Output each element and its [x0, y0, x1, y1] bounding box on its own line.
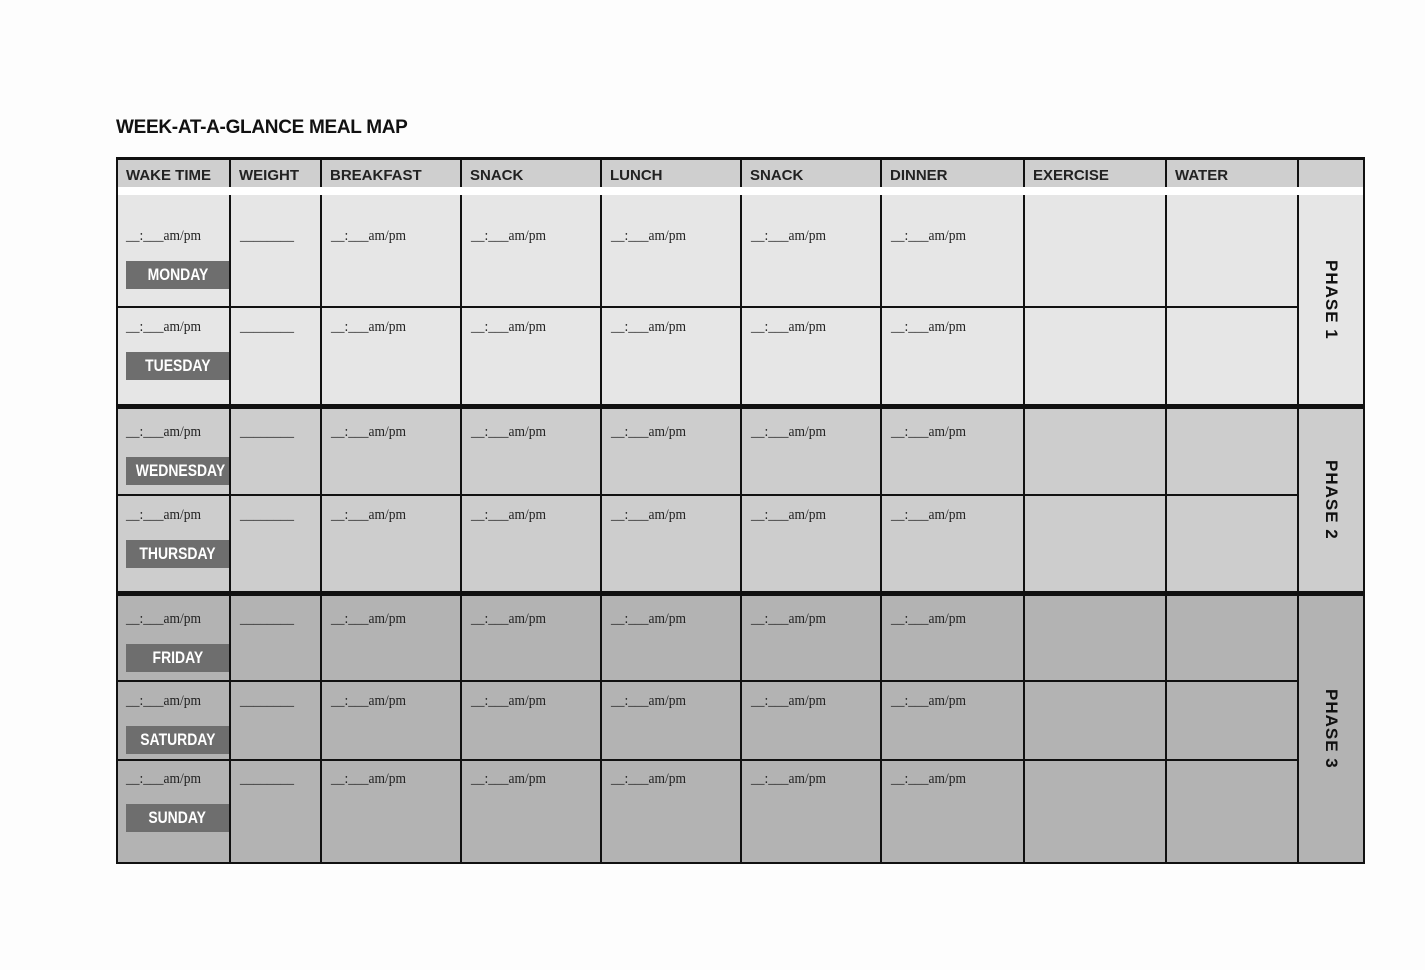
cell-breakfast[interactable] — [322, 308, 460, 404]
cell-snack[interactable] — [462, 308, 600, 404]
time-blank[interactable]: __:___am/pm — [331, 693, 406, 709]
cell-exercise[interactable] — [1025, 596, 1165, 680]
phase-label-2 — [1299, 409, 1363, 591]
day-label — [126, 352, 229, 380]
weight-blank[interactable]: ________ — [240, 693, 294, 709]
cell-wake-time[interactable] — [118, 761, 229, 862]
column-header: EXERCISE — [1025, 160, 1165, 187]
day-name: TUESDAY — [144, 356, 211, 375]
cell-dinner[interactable] — [882, 496, 1023, 591]
time-blank[interactable]: __:___am/pm — [611, 611, 686, 627]
time-blank[interactable]: __:___am/pm — [331, 507, 406, 523]
weight-blank[interactable]: ________ — [240, 228, 294, 244]
cell-snack[interactable] — [462, 682, 600, 759]
time-blank[interactable]: __:___am/pm — [471, 693, 546, 709]
cell-lunch[interactable] — [602, 682, 740, 759]
time-blank[interactable]: __:___am/pm — [891, 507, 966, 523]
time-blank[interactable]: __:___am/pm — [751, 693, 826, 709]
weight-blank[interactable]: ________ — [240, 424, 294, 440]
cell-weight[interactable] — [231, 682, 320, 759]
day-name: SATURDAY — [139, 730, 216, 749]
cell-snack[interactable] — [742, 682, 880, 759]
cell-weight[interactable] — [231, 308, 320, 404]
day-name: WEDNESDAY — [135, 461, 226, 480]
cell-exercise[interactable] — [1025, 195, 1165, 306]
cell-snack[interactable] — [742, 195, 880, 306]
cell-lunch[interactable] — [602, 761, 740, 862]
phase-label: PHASE 1 — [1322, 259, 1341, 340]
time-blank[interactable]: __:___am/pm — [891, 424, 966, 440]
weight-blank[interactable]: ________ — [240, 771, 294, 787]
cell-water[interactable] — [1167, 596, 1297, 680]
cell-snack[interactable] — [462, 496, 600, 591]
cell-wake-time[interactable] — [118, 409, 229, 494]
time-blank[interactable]: __:___am/pm — [891, 771, 966, 787]
time-blank[interactable]: __:___am/pm — [891, 319, 966, 335]
time-blank[interactable]: __:___am/pm — [331, 611, 406, 627]
day-label — [126, 540, 229, 568]
cell-exercise[interactable] — [1025, 761, 1165, 862]
cell-dinner[interactable] — [882, 596, 1023, 680]
time-blank[interactable]: __:___am/pm — [751, 611, 826, 627]
cell-water[interactable] — [1167, 496, 1297, 591]
cell-lunch[interactable] — [602, 596, 740, 680]
cell-dinner[interactable] — [882, 761, 1023, 862]
column-header: BREAKFAST — [322, 160, 460, 187]
time-blank[interactable]: __:___am/pm — [126, 319, 201, 335]
cell-snack[interactable] — [462, 596, 600, 680]
cell-dinner[interactable] — [882, 308, 1023, 404]
cell-dinner[interactable] — [882, 409, 1023, 494]
day-name: MONDAY — [147, 265, 208, 284]
cell-exercise[interactable] — [1025, 409, 1165, 494]
cell-exercise[interactable] — [1025, 308, 1165, 404]
cell-snack[interactable] — [742, 308, 880, 404]
cell-water[interactable] — [1167, 409, 1297, 494]
cell-lunch[interactable] — [602, 409, 740, 494]
cell-breakfast[interactable] — [322, 195, 460, 306]
cell-snack[interactable] — [742, 596, 880, 680]
time-blank[interactable]: __:___am/pm — [126, 693, 201, 709]
time-blank[interactable]: __:___am/pm — [471, 228, 546, 244]
phase-label-3 — [1299, 596, 1363, 862]
weight-blank[interactable]: ________ — [240, 507, 294, 523]
time-blank[interactable]: __:___am/pm — [126, 228, 201, 244]
time-blank[interactable]: __:___am/pm — [611, 507, 686, 523]
cell-dinner[interactable] — [882, 682, 1023, 759]
column-header: WEIGHT — [231, 160, 320, 187]
cell-dinner[interactable] — [882, 195, 1023, 306]
time-blank[interactable]: __:___am/pm — [471, 771, 546, 787]
cell-weight[interactable] — [231, 195, 320, 306]
cell-snack[interactable] — [462, 195, 600, 306]
column-header: SNACK — [462, 160, 600, 187]
cell-water[interactable] — [1167, 195, 1297, 306]
time-blank[interactable]: __:___am/pm — [891, 693, 966, 709]
cell-exercise[interactable] — [1025, 496, 1165, 591]
phase-label: PHASE 3 — [1322, 689, 1341, 769]
time-blank[interactable]: __:___am/pm — [611, 424, 686, 440]
time-blank[interactable]: __:___am/pm — [331, 771, 406, 787]
cell-breakfast[interactable] — [322, 409, 460, 494]
cell-snack[interactable] — [742, 761, 880, 862]
phase-label-1 — [1299, 195, 1363, 404]
day-label — [126, 261, 229, 289]
cell-breakfast[interactable] — [322, 596, 460, 680]
page-title: WEEK-AT-A-GLANCE MEAL MAP — [116, 117, 408, 138]
cell-snack[interactable] — [462, 761, 600, 862]
time-blank[interactable]: __:___am/pm — [891, 611, 966, 627]
cell-breakfast[interactable] — [322, 761, 460, 862]
column-header: WATER — [1167, 160, 1297, 187]
day-label — [126, 457, 229, 485]
time-blank[interactable]: __:___am/pm — [751, 507, 826, 523]
time-blank[interactable]: __:___am/pm — [126, 424, 201, 440]
time-blank[interactable]: __:___am/pm — [331, 228, 406, 244]
phase-label: PHASE 2 — [1322, 460, 1341, 540]
cell-lunch[interactable] — [602, 195, 740, 306]
column-header: DINNER — [882, 160, 1023, 187]
time-blank[interactable]: __:___am/pm — [751, 771, 826, 787]
time-blank[interactable]: __:___am/pm — [751, 319, 826, 335]
time-blank[interactable]: __:___am/pm — [751, 424, 826, 440]
time-blank[interactable]: __:___am/pm — [611, 319, 686, 335]
day-name: SUNDAY — [148, 808, 207, 827]
cell-snack[interactable] — [742, 409, 880, 494]
column-header: SNACK — [742, 160, 880, 187]
column-header — [1299, 160, 1363, 187]
time-blank[interactable]: __:___am/pm — [126, 771, 201, 787]
time-blank[interactable]: __:___am/pm — [891, 228, 966, 244]
cell-wake-time[interactable] — [118, 496, 229, 591]
time-blank[interactable]: __:___am/pm — [471, 507, 546, 523]
cell-water[interactable] — [1167, 308, 1297, 404]
time-blank[interactable]: __:___am/pm — [611, 771, 686, 787]
time-blank[interactable]: __:___am/pm — [331, 319, 406, 335]
cell-wake-time[interactable] — [118, 596, 229, 680]
cell-weight[interactable] — [231, 496, 320, 591]
weight-blank[interactable]: ________ — [240, 319, 294, 335]
time-blank[interactable]: __:___am/pm — [331, 424, 406, 440]
cell-breakfast[interactable] — [322, 496, 460, 591]
time-blank[interactable]: __:___am/pm — [611, 693, 686, 709]
day-name: FRIDAY — [152, 648, 203, 667]
cell-snack[interactable] — [462, 409, 600, 494]
day-label — [126, 644, 229, 672]
cell-weight[interactable] — [231, 761, 320, 862]
cell-lunch[interactable] — [602, 496, 740, 591]
cell-snack[interactable] — [742, 496, 880, 591]
time-blank[interactable]: __:___am/pm — [471, 611, 546, 627]
cell-water[interactable] — [1167, 761, 1297, 862]
cell-water[interactable] — [1167, 682, 1297, 759]
time-blank[interactable]: __:___am/pm — [126, 507, 201, 523]
cell-wake-time[interactable] — [118, 195, 229, 306]
column-header: LUNCH — [602, 160, 740, 187]
column-header: WAKE TIME — [118, 160, 229, 187]
day-name: THURSDAY — [139, 544, 216, 563]
time-blank[interactable]: __:___am/pm — [126, 611, 201, 627]
cell-wake-time[interactable] — [118, 308, 229, 404]
time-blank[interactable]: __:___am/pm — [471, 319, 546, 335]
day-label — [126, 726, 229, 754]
cell-lunch[interactable] — [602, 308, 740, 404]
cell-weight[interactable] — [231, 596, 320, 680]
weight-blank[interactable]: ________ — [240, 611, 294, 627]
meal-map-table — [116, 157, 1365, 864]
time-blank[interactable]: __:___am/pm — [471, 424, 546, 440]
day-label — [126, 804, 229, 832]
cell-breakfast[interactable] — [322, 682, 460, 759]
header-divider — [118, 187, 1363, 195]
time-blank[interactable]: __:___am/pm — [751, 228, 826, 244]
cell-wake-time[interactable] — [118, 682, 229, 759]
cell-weight[interactable] — [231, 409, 320, 494]
cell-exercise[interactable] — [1025, 682, 1165, 759]
time-blank[interactable]: __:___am/pm — [611, 228, 686, 244]
